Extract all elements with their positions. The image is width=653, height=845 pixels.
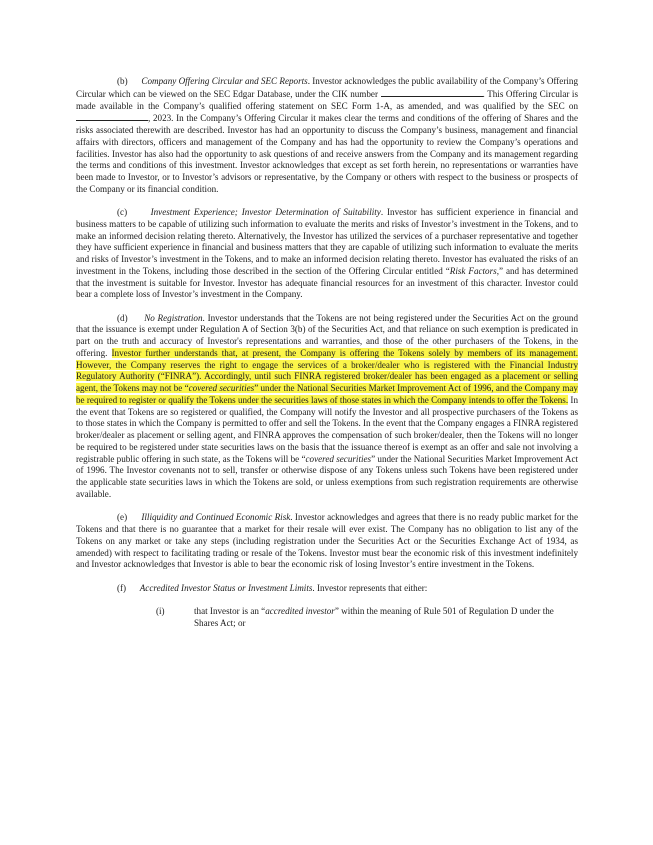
paragraph-c xyxy=(76,207,578,301)
covered-securities-term: covered securities xyxy=(305,453,372,464)
risk-factors-term: Risk Factors xyxy=(449,265,497,276)
accredited-investor-term: accredited investor xyxy=(265,605,335,616)
highlighted-text-part: ” under the National Securities Market Improvement Act of 1996, and the Company may be required to register or qualify the Tokens under the securities laws of those states in which the Company intends to offer the Tokens. xyxy=(76,383,578,405)
paragraph-c-number: (c) xyxy=(117,207,128,218)
paragraph-d-text: . Investor understands that the Tokens are not being registered under the Securities Act on the ground that the issuance is exempt under Regulation A of Section 3(b) of the Securities Act, and that reliance on such exemption is predicated in part on the truth and accuracy of Investor's representations and warranties, and those of the other purchasers of the Tokens, in the offering. xyxy=(76,312,578,358)
paragraph-d-text: ” under the National Securities Market Improvement Act of 1996. The Investor covenants not to sell, transfer or otherwise dispose of any Tokens unless such Tokens have been registered under the applicable state securities laws in which the Tokens are sold, or unless exemptions from such registration requirements are otherwise available. xyxy=(76,453,579,499)
list-item-text-part: ” within the meaning of Rule 501 of Regulation D under the Shares Act; or xyxy=(194,605,554,628)
list-item-text xyxy=(194,606,578,630)
paragraph-f-text: . Investor represents that either: xyxy=(312,582,428,593)
paragraph-e-number: (e) xyxy=(117,512,128,523)
paragraph-d-heading: No Registration xyxy=(144,312,203,323)
cik-number-blank xyxy=(381,88,483,97)
paragraph-f-number: (f) xyxy=(117,582,127,593)
highlighted-text-part: Investor further understands that, at present, the Company is offering the Tokens solely by members of its management. However, the Company reserves the right to engage the services of a broker/dealer who is registered with the Financial Industry Regulatory Authority (“FINRA”). Accordingly, until such FINRA registered broker/dealer has been engaged as a placement or selling agent, the Tokens may not be “ xyxy=(76,347,578,394)
paragraph-d-text: In the event that Tokens are so registered or qualified, the Company will notify the Investor and all prospective purchasers of the Tokens as to those states in which the Company is permitted to offer and sell the Tokens. In the event that the Company engages a FINRA registered broker/dealer as placement or selling agent, and FINRA approves the compensation of such broker/dealer, then the Tokens will no longer be required to be registered under state securities laws on the basis that the issuance thereof is exempt as an offer and sale not involving a registrable public offering in such state, as the Tokens will be “ xyxy=(76,394,578,464)
paragraph-b-text: . This Offering Circular is made available in the Company’s qualified offering statement on SEC Form 1-A, as amended, and was qualified by the SEC on xyxy=(76,88,579,111)
paragraph-b-text: , 2023. In the Company’s Offering Circular it makes clear the terms and conditions of the offering of Shares and the risks associated therewith are described. Investor has had an opportunity to discuss the Company’s business, management and financial affairs with directors, officers and management of the Company and has had the opportunity to review the Company’s operations and facilities. Investor has also had the opportunity to ask questions of and receive answers from the Company and its management regarding the terms and conditions of this investment. Investor acknowledges that except as set forth herein, no representations or warranties have been made to Investor, or to Investor’s advisors or representative, by the Company or others with respect to the business or prospects of the Company or its financial condition. xyxy=(76,113,578,194)
paragraph-e xyxy=(76,512,578,571)
paragraph-c-text: ,” and has determined that the investment is suitable for Investor. Investor has adequate financial resources for an investment of this character. Investor could bear a complete loss of Investor’s investment in the Company. xyxy=(76,265,578,300)
highlighted-text xyxy=(76,348,578,405)
list-item-i xyxy=(156,606,578,630)
paragraph-c-heading: Investment Experience; Investor Determination of Suitability xyxy=(150,207,381,218)
covered-securities-term: covered securities xyxy=(188,383,255,394)
paragraph-b-number: (b) xyxy=(117,76,128,86)
paragraph-d-number: (d) xyxy=(117,312,128,323)
list-item-text-part: that Investor is an “ xyxy=(194,605,266,616)
paragraph-e-text: . Investor acknowledges and agrees that there is no ready public market for the Tokens and that there is no guarantee that a market for their resale will ever exist. The Company has no obligation to list any of the Tokens on any market or take any steps (including registration under the Securities Act or the Securities Exchange Act of 1934, as amended) with respect to facilitating trading or resale of the Tokens. Investor must bear the economic risk of this investment indefinitely and Investor acknowledges that Investor is able to bear the economic risk of losing Investor’s entire investment in the Tokens. xyxy=(76,512,578,570)
list-item-number: (i) xyxy=(156,605,165,616)
paragraph-c-text: . Investor has sufficient experience in financial and business matters to be capable of utilizing such information to evaluate the merits and risks of Investor’s investment in the Tokens, and to make an informed decision relating thereto. Alternatively, the Investor has utilized the services of a purchaser representative and together they have sufficient experience in financial and business matters that they are capable of utilizing such information to evaluate the merits and risks of Investor’s investment in the Tokens, and to make an informed decision relating thereto. Investor has evaluated the risks of an investment in the Tokens, including those described in the section of the Offering Circular entitled “ xyxy=(76,207,578,276)
paragraph-b-heading: Company Offering Circular and SEC Reports xyxy=(141,76,308,86)
paragraph-f-heading: Accredited Investor Status or Investment Limits xyxy=(139,582,313,593)
paragraph-d xyxy=(76,313,578,501)
paragraph-b xyxy=(76,76,578,196)
paragraph-e-heading: Illiquidity and Continued Economic Risk xyxy=(141,512,291,523)
paragraph-b-text: . Investor acknowledges the public availability of the Company’s Offering Circular which can be viewed on the SEC Edgar Database, under the CIK number xyxy=(76,76,578,99)
paragraph-f xyxy=(76,583,578,595)
qualification-date-blank xyxy=(76,112,148,121)
